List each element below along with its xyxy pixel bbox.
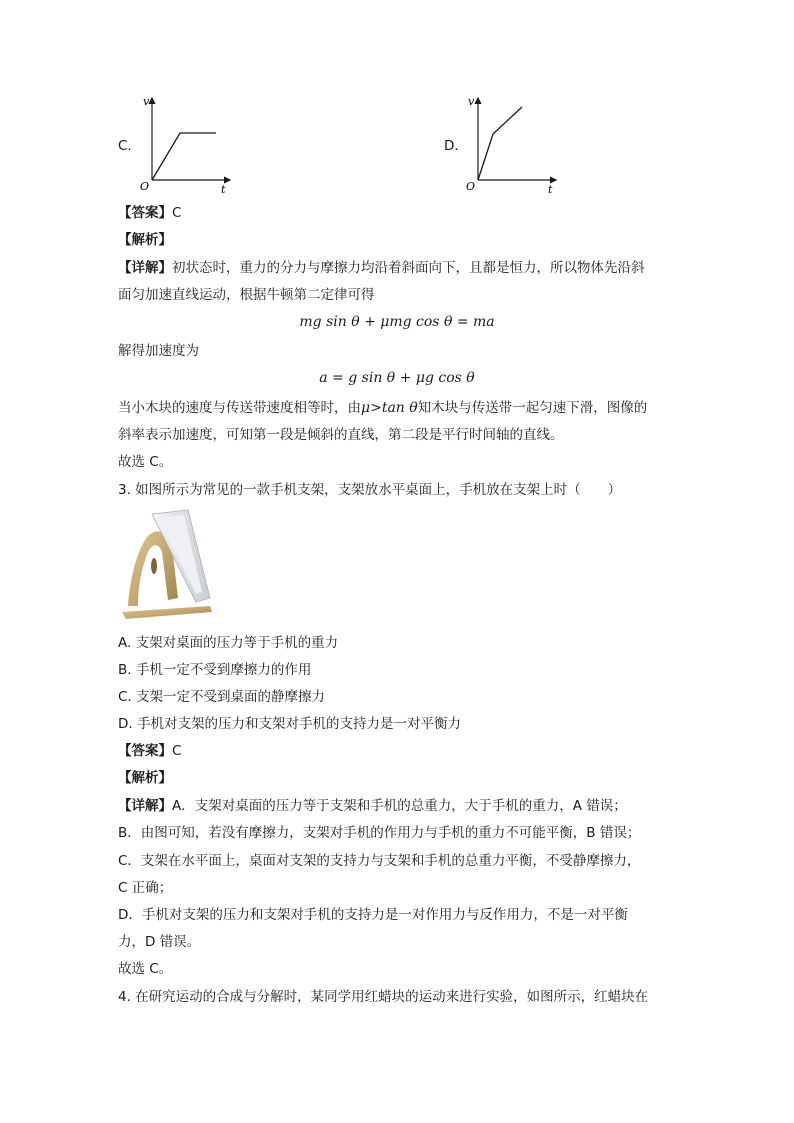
q2-line3-b: 知木块与传送带一起匀速下滑，图像的 bbox=[417, 400, 648, 416]
graph-c-vt bbox=[138, 92, 238, 196]
q3-detail-d2: 力，D 错误。 bbox=[118, 934, 201, 950]
q3-answer bbox=[118, 741, 181, 761]
q3-answer-value: C bbox=[172, 743, 182, 759]
q3-detail-c1: C．支架在水平面上，桌面对支架的支持力与支架和手机的总重力平衡，不受静摩擦力， bbox=[118, 853, 641, 869]
q2-equation2: a = g sin θ + μg cos θ bbox=[319, 370, 475, 386]
graph-c-curve bbox=[152, 133, 216, 180]
stand-base bbox=[122, 606, 212, 619]
q3-answer-tag: 【答案】 bbox=[118, 743, 172, 759]
graph-d-origin: O bbox=[466, 180, 476, 193]
q2-line3-a: 当小木块的速度与传送带速度相等时，由 bbox=[118, 400, 361, 416]
graph-c-v-label: v bbox=[143, 95, 150, 108]
q2-acc-text: 解得加速度为 bbox=[118, 343, 199, 359]
graph-c-origin: O bbox=[140, 180, 150, 193]
q2-detail-text1: 初状态时，重力的分力与摩擦力均沿着斜面向下，且都是恒力，所以物体先沿斜 bbox=[172, 260, 645, 276]
q3-analysis-tag: 【解析】 bbox=[118, 770, 172, 786]
q2-analysis-tag: 【解析】 bbox=[118, 232, 172, 248]
q2-detail-line2: 面匀加速直线运动，根据牛顿第二定律可得 bbox=[118, 287, 375, 303]
q2-line3-math: μ>tan θ bbox=[361, 400, 418, 416]
q3-detail-a-text: A．支架对桌面的压力等于支架和手机的总重力，大于手机的重力，A 错误； bbox=[172, 798, 627, 814]
q3-conclusion: 故选 C。 bbox=[118, 961, 173, 977]
q3-detail-c2: C 正确； bbox=[118, 880, 173, 896]
q3-detail-d1: D．手机对支架的压力和支架对手机的支持力是一对作用力与反作用力，不是一对平衡 bbox=[118, 907, 628, 923]
stand-slot bbox=[151, 558, 157, 574]
q2-line3 bbox=[118, 398, 647, 418]
q3-option-c: C. 支架一定不受到桌面的静摩擦力 bbox=[118, 689, 326, 705]
option-d-label: D. bbox=[444, 138, 459, 154]
option-c-label: C. bbox=[118, 138, 132, 154]
q2-answer bbox=[118, 203, 181, 223]
graph-d-curve bbox=[478, 107, 522, 180]
q3-option-b: B. 手机一定不受到摩擦力的作用 bbox=[118, 662, 312, 678]
q2-equation1: mg sin θ + μmg cos θ = ma bbox=[299, 314, 495, 330]
q2-answer-tag: 【答案】 bbox=[118, 205, 172, 221]
graph-d-vt bbox=[462, 92, 562, 196]
phone-stand-illustration bbox=[118, 506, 218, 622]
q2-detail-tag: 【详解】 bbox=[118, 260, 172, 276]
q3-stem: 3. 如图所示为常见的一款手机支架，支架放水平桌面上，手机放在支架上时（ ） bbox=[118, 482, 622, 498]
q3-detail-tag: 【详解】 bbox=[118, 798, 172, 814]
q3-option-a: A. 支架对桌面的压力等于手机的重力 bbox=[118, 635, 339, 651]
q2-conclusion: 故选 C。 bbox=[118, 454, 173, 470]
graph-c-t-label: t bbox=[221, 183, 226, 196]
graph-d-t-label: t bbox=[548, 183, 553, 196]
q2-line4: 斜率表示加速度，可知第一段是倾斜的直线，第二段是平行时间轴的直线。 bbox=[118, 427, 564, 443]
graph-d-v-label: v bbox=[468, 95, 475, 108]
q2-answer-value: C bbox=[172, 205, 182, 221]
q3-detail-b: B．由图可知，若没有摩擦力，支架对手机的作用力与手机的重力不可能平衡，B 错误； bbox=[118, 825, 641, 841]
q2-detail-line1 bbox=[118, 258, 645, 278]
q4-stem: 4. 在研究运动的合成与分解时，某同学用红蜡块的运动来进行实验，如图所示，红蜡块在 bbox=[118, 989, 649, 1005]
q3-option-d: D. 手机对支架的压力和支架对手机的支持力是一对平衡力 bbox=[118, 716, 461, 732]
q3-detail-a bbox=[118, 796, 627, 816]
